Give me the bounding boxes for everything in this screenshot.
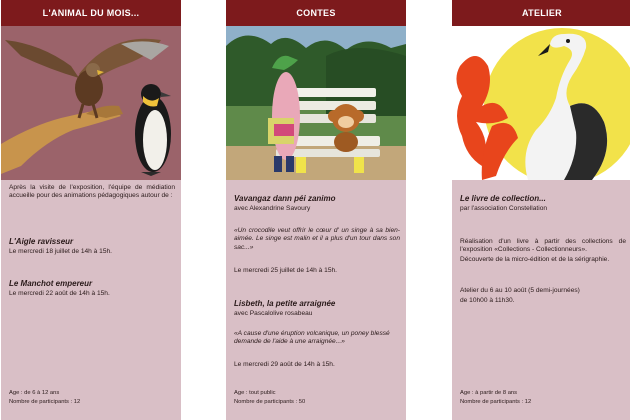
- workshop-description: Découverte de la micro-édition et de la sérigraphie.: [460, 256, 610, 263]
- panel-header: ATELIER: [452, 0, 630, 26]
- workshop-description: Réalisation d'un livre à partir des collections de l'exposition «Collections - Collectionneurs».: [460, 238, 626, 254]
- tale-date: Le mercredi 25 juillet de 14h à 15h.: [234, 267, 338, 274]
- tale-title: Lisbeth, la petite arraignée: [234, 299, 336, 308]
- workshop-schedule: de 10h00 à 11h30.: [460, 297, 515, 304]
- workshop-schedule: Atelier du 6 au 10 août (5 demi-journées): [460, 287, 580, 294]
- flamingo-collage-photo: [452, 26, 630, 180]
- intro-text: Après la visite de l'exposition, l'équipe de médiation accueille pour des animations pédagogiques autour de :: [9, 184, 175, 200]
- tale-teller: avec Alexandrine Savoury: [234, 205, 311, 212]
- event-date: Le mercredi 22 août de 14h à 15h.: [9, 290, 110, 297]
- flamingo-collage-illustration: [452, 26, 630, 180]
- age-info: Age : de 6 à 12 ans: [9, 390, 60, 396]
- event-title: Le Manchot empereur: [9, 279, 93, 288]
- workshop-organizer: par l'association Constellation: [460, 205, 548, 212]
- panel-header: L'ANIMAL DU MOIS...: [1, 0, 181, 26]
- bench-sculpture-illustration: [226, 26, 406, 180]
- eagle-penguin-photo: [1, 26, 181, 180]
- age-info: Age : tout public: [234, 390, 276, 396]
- panel-animal-du-mois: [1, 0, 181, 420]
- event-title: L'Aigle ravisseur: [9, 237, 74, 246]
- participants-info: Nombre de participants : 50: [234, 399, 306, 405]
- panel-contes: [226, 0, 406, 420]
- tale-date: Le mercredi 29 août de 14h à 15h.: [234, 361, 335, 368]
- age-info: Age : à partir de 8 ans: [460, 390, 518, 396]
- participants-info: Nombre de participants : 12: [9, 399, 81, 405]
- participants-info: Nombre de participants : 12: [460, 399, 532, 405]
- panel-header: CONTES: [226, 0, 406, 26]
- tale-teller: avec Pascalolive rosabeau: [234, 310, 313, 317]
- event-date: Le mercredi 18 juillet de 14h à 15h.: [9, 248, 113, 255]
- tale-summary: «A cause d'une éruption volcanique, un poney blessé demande de l'aide à une arraignée...»: [234, 330, 390, 346]
- tale-title: Vavangaz dann péi zanimo: [234, 194, 336, 203]
- tale-summary: «Un crocodile veut offrir le cœur d' un singe à sa bien-aimée. Le singe est malin et il a plus d'un tour dans son sac...»: [234, 227, 400, 251]
- eagle-penguin-illustration: [1, 26, 181, 180]
- workshop-title: Le livre de collection...: [460, 194, 546, 203]
- bench-sculpture-photo: [226, 26, 406, 180]
- panel-atelier: [452, 0, 630, 420]
